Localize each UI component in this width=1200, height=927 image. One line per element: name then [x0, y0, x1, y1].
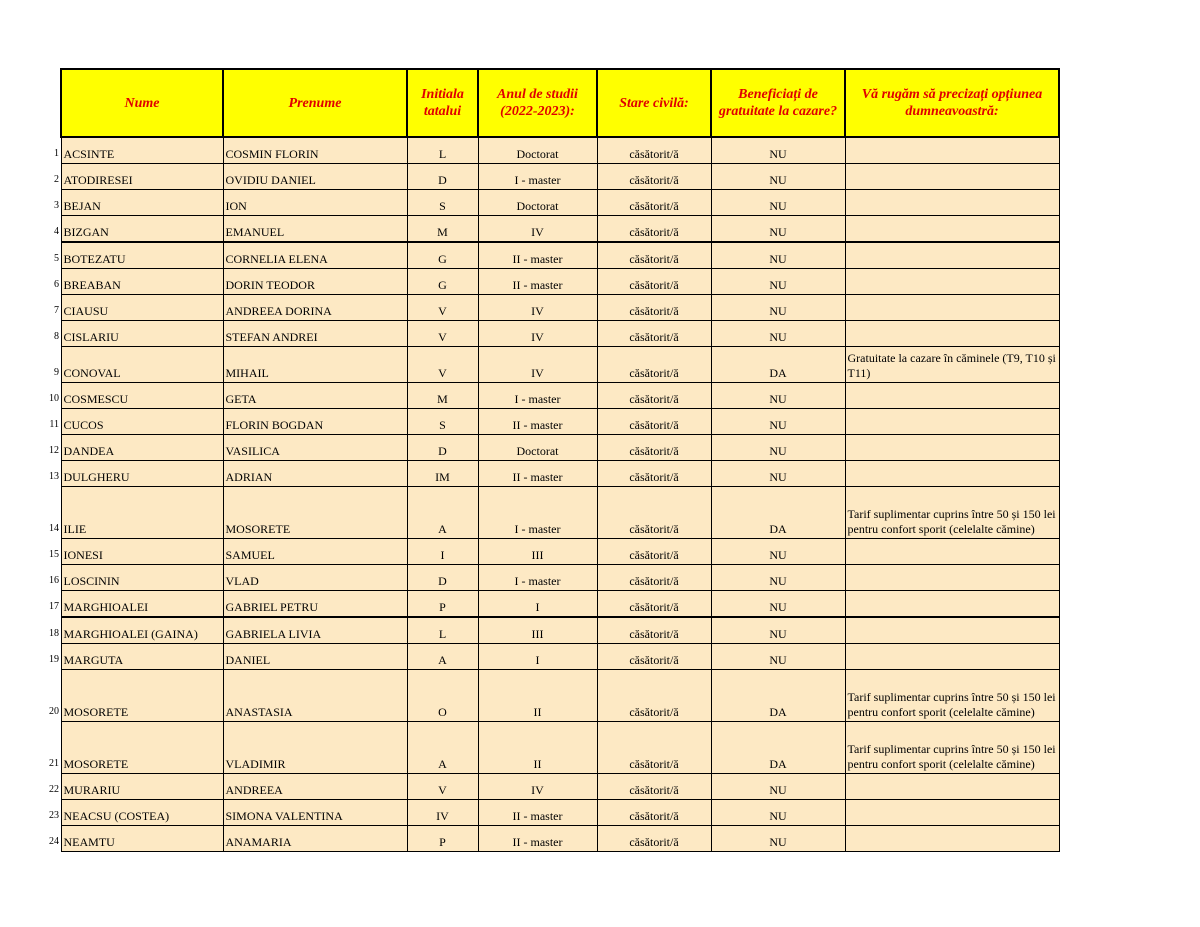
row-number: 9 [54, 366, 59, 378]
table-row [61, 722, 1059, 774]
cell-beneficiati[interactable]: NU [711, 137, 845, 164]
cell-prenume[interactable]: ADRIAN [223, 461, 407, 487]
cell-stare-civila[interactable]: căsătorit/ă [597, 409, 711, 435]
table-row [61, 617, 1059, 644]
table-row [61, 295, 1059, 321]
cell-nume[interactable]: BEJAN [61, 190, 223, 216]
cell-initiala[interactable]: V [407, 321, 478, 347]
table-row [61, 487, 1059, 539]
cell-optiune[interactable] [845, 617, 1059, 644]
cell-prenume[interactable]: SIMONA VALENTINA [223, 800, 407, 826]
row-number: 21 [49, 757, 59, 769]
cell-optiune[interactable] [845, 774, 1059, 800]
cell-optiune[interactable] [845, 321, 1059, 347]
table-row [61, 137, 1059, 164]
cell-an-studii[interactable]: II - master [478, 826, 597, 852]
cell-beneficiati[interactable]: DA [711, 487, 845, 539]
header-prenume: Prenume [223, 69, 407, 137]
cell-initiala[interactable]: D [407, 435, 478, 461]
cell-beneficiati[interactable]: NU [711, 269, 845, 295]
cell-nume[interactable]: MURARIU [61, 774, 223, 800]
row-number: 10 [49, 392, 59, 404]
table-row [61, 190, 1059, 216]
header-initiala: Initiala tatalui [407, 69, 478, 137]
cell-prenume[interactable]: GETA [223, 383, 407, 409]
cell-an-studii[interactable]: I [478, 591, 597, 618]
cell-an-studii[interactable]: II - master [478, 800, 597, 826]
cell-prenume[interactable]: VASILICA [223, 435, 407, 461]
cell-prenume[interactable]: VLAD [223, 565, 407, 591]
row-number: 14 [49, 522, 59, 534]
cell-optiune[interactable]: Tarif suplimentar cuprins între 50 și 150 lei pentru confort sporit (celelalte cămine) [845, 722, 1059, 774]
cell-beneficiati[interactable]: NU [711, 539, 845, 565]
cell-stare-civila[interactable]: căsătorit/ă [597, 670, 711, 722]
cell-stare-civila[interactable]: căsătorit/ă [597, 321, 711, 347]
cell-optiune[interactable] [845, 461, 1059, 487]
cell-optiune[interactable] [845, 216, 1059, 243]
cell-beneficiati[interactable]: NU [711, 409, 845, 435]
cell-optiune[interactable] [845, 644, 1059, 670]
row-number: 23 [49, 809, 59, 821]
cell-optiune[interactable] [845, 591, 1059, 618]
table-row [61, 269, 1059, 295]
row-number: 13 [49, 470, 59, 482]
cell-initiala[interactable]: V [407, 295, 478, 321]
cell-prenume[interactable]: EMANUEL [223, 216, 407, 243]
table-row [61, 565, 1059, 591]
cell-prenume[interactable]: VLADIMIR [223, 722, 407, 774]
cell-an-studii[interactable]: I - master [478, 383, 597, 409]
cell-beneficiati[interactable]: DA [711, 722, 845, 774]
cell-optiune[interactable] [845, 409, 1059, 435]
header-row [61, 69, 1059, 137]
cell-nume[interactable]: NEACSU (COSTEA) [61, 800, 223, 826]
cell-an-studii[interactable]: I - master [478, 565, 597, 591]
cell-nume[interactable]: ACSINTE [61, 137, 223, 164]
cell-beneficiati[interactable]: DA [711, 670, 845, 722]
cell-nume[interactable]: COSMESCU [61, 383, 223, 409]
cell-stare-civila[interactable]: căsătorit/ă [597, 800, 711, 826]
cell-an-studii[interactable]: Doctorat [478, 435, 597, 461]
cell-optiune[interactable] [845, 164, 1059, 190]
cell-beneficiati[interactable]: NU [711, 644, 845, 670]
cell-stare-civila[interactable]: căsătorit/ă [597, 242, 711, 269]
cell-beneficiati[interactable]: NU [711, 565, 845, 591]
cell-initiala[interactable]: L [407, 617, 478, 644]
table-row [61, 347, 1059, 383]
header-nume: Nume [61, 69, 223, 137]
cell-nume[interactable]: BREABAN [61, 269, 223, 295]
row-number: 7 [54, 304, 59, 316]
cell-stare-civila[interactable]: căsătorit/ă [597, 216, 711, 243]
cell-stare-civila[interactable]: căsătorit/ă [597, 565, 711, 591]
cell-initiala[interactable]: A [407, 644, 478, 670]
cell-stare-civila[interactable]: căsătorit/ă [597, 435, 711, 461]
cell-prenume[interactable]: ANASTASIA [223, 670, 407, 722]
cell-nume[interactable]: MOSORETE [61, 670, 223, 722]
cell-prenume[interactable]: GABRIELA LIVIA [223, 617, 407, 644]
cell-an-studii[interactable]: III [478, 617, 597, 644]
cell-initiala[interactable]: I [407, 539, 478, 565]
table-row [61, 164, 1059, 190]
cell-nume[interactable]: IONESI [61, 539, 223, 565]
cell-optiune[interactable] [845, 295, 1059, 321]
cell-an-studii[interactable]: II [478, 722, 597, 774]
cell-nume[interactable]: NEAMTU [61, 826, 223, 852]
cell-initiala[interactable]: IM [407, 461, 478, 487]
table-row [61, 435, 1059, 461]
cell-initiala[interactable]: G [407, 242, 478, 269]
students-table [60, 68, 1060, 852]
cell-optiune[interactable] [845, 435, 1059, 461]
cell-stare-civila[interactable]: căsătorit/ă [597, 164, 711, 190]
cell-nume[interactable]: DULGHERU [61, 461, 223, 487]
row-number: 15 [49, 548, 59, 560]
cell-initiala[interactable]: P [407, 826, 478, 852]
cell-beneficiati[interactable]: NU [711, 617, 845, 644]
row-number: 6 [54, 278, 59, 290]
cell-stare-civila[interactable]: căsătorit/ă [597, 617, 711, 644]
cell-prenume[interactable]: MOSORETE [223, 487, 407, 539]
cell-beneficiati[interactable]: NU [711, 774, 845, 800]
row-number: 19 [49, 653, 59, 665]
cell-nume[interactable]: MARGHIOALEI [61, 591, 223, 618]
cell-an-studii[interactable]: II - master [478, 242, 597, 269]
row-number: 11 [49, 418, 59, 430]
cell-an-studii[interactable]: Doctorat [478, 190, 597, 216]
cell-initiala[interactable]: V [407, 347, 478, 383]
cell-an-studii[interactable]: II [478, 670, 597, 722]
table-row [61, 800, 1059, 826]
cell-optiune[interactable]: Tarif suplimentar cuprins între 50 și 150 lei pentru confort sporit (celelalte cămine) [845, 487, 1059, 539]
cell-stare-civila[interactable]: căsătorit/ă [597, 722, 711, 774]
cell-nume[interactable]: BIZGAN [61, 216, 223, 243]
header-beneficiati: Beneficiați de gratuitate la cazare? [711, 69, 845, 137]
cell-an-studii[interactable]: IV [478, 295, 597, 321]
table-row [61, 216, 1059, 243]
cell-an-studii[interactable]: IV [478, 216, 597, 243]
cell-beneficiati[interactable]: DA [711, 347, 845, 383]
row-number: 4 [54, 226, 59, 237]
row-number: 12 [49, 444, 59, 456]
cell-stare-civila[interactable]: căsătorit/ă [597, 826, 711, 852]
cell-prenume[interactable]: GABRIEL PETRU [223, 591, 407, 618]
cell-initiala[interactable]: S [407, 409, 478, 435]
row-number: 18 [49, 627, 59, 639]
cell-optiune[interactable] [845, 800, 1059, 826]
header-stare-civila: Stare civilă: [597, 69, 711, 137]
cell-stare-civila[interactable]: căsătorit/ă [597, 383, 711, 409]
cell-optiune[interactable] [845, 565, 1059, 591]
cell-prenume[interactable]: ANDREEA [223, 774, 407, 800]
cell-beneficiati[interactable]: NU [711, 461, 845, 487]
cell-beneficiati[interactable]: NU [711, 295, 845, 321]
cell-stare-civila[interactable]: căsătorit/ă [597, 539, 711, 565]
cell-prenume[interactable]: COSMIN FLORIN [223, 137, 407, 164]
cell-initiala[interactable]: O [407, 670, 478, 722]
row-number: 22 [49, 783, 59, 795]
row-number: 5 [54, 252, 59, 264]
cell-stare-civila[interactable]: căsătorit/ă [597, 269, 711, 295]
cell-an-studii[interactable]: II - master [478, 269, 597, 295]
cell-initiala[interactable]: M [407, 216, 478, 243]
cell-an-studii[interactable]: Doctorat [478, 137, 597, 164]
cell-stare-civila[interactable]: căsătorit/ă [597, 774, 711, 800]
cell-prenume[interactable]: DORIN TEODOR [223, 269, 407, 295]
cell-optiune[interactable] [845, 242, 1059, 269]
cell-nume[interactable]: ILIE [61, 487, 223, 539]
cell-an-studii[interactable]: I - master [478, 164, 597, 190]
table-row [61, 242, 1059, 269]
cell-optiune[interactable] [845, 826, 1059, 852]
row-number: 16 [49, 574, 59, 586]
cell-initiala[interactable]: S [407, 190, 478, 216]
cell-nume[interactable]: CIAUSU [61, 295, 223, 321]
cell-nume[interactable]: LOSCININ [61, 565, 223, 591]
cell-beneficiati[interactable]: NU [711, 591, 845, 618]
cell-optiune[interactable] [845, 190, 1059, 216]
cell-an-studii[interactable]: II - master [478, 409, 597, 435]
cell-prenume[interactable]: SAMUEL [223, 539, 407, 565]
cell-initiala[interactable]: A [407, 487, 478, 539]
table-row [61, 321, 1059, 347]
row-number: 17 [49, 601, 59, 612]
cell-stare-civila[interactable]: căsătorit/ă [597, 591, 711, 618]
cell-stare-civila[interactable]: căsătorit/ă [597, 137, 711, 164]
cell-optiune[interactable]: Tarif suplimentar cuprins între 50 și 150 lei pentru confort sporit (celelalte cămine) [845, 670, 1059, 722]
cell-an-studii[interactable]: IV [478, 774, 597, 800]
cell-nume[interactable]: ATODIRESEI [61, 164, 223, 190]
cell-an-studii[interactable]: III [478, 539, 597, 565]
cell-initiala[interactable]: V [407, 774, 478, 800]
cell-nume[interactable]: DANDEA [61, 435, 223, 461]
cell-initiala[interactable]: P [407, 591, 478, 618]
cell-nume[interactable]: BOTEZATU [61, 242, 223, 269]
cell-beneficiati[interactable]: NU [711, 435, 845, 461]
table-row [61, 826, 1059, 852]
cell-prenume[interactable]: ANDREEA DORINA [223, 295, 407, 321]
table-row [61, 670, 1059, 722]
table-row [61, 539, 1059, 565]
cell-beneficiati[interactable]: NU [711, 826, 845, 852]
cell-optiune[interactable] [845, 539, 1059, 565]
cell-beneficiati[interactable]: NU [711, 383, 845, 409]
cell-an-studii[interactable]: IV [478, 321, 597, 347]
cell-stare-civila[interactable]: căsătorit/ă [597, 487, 711, 539]
cell-nume[interactable]: MARGHIOALEI (GAINA) [61, 617, 223, 644]
cell-nume[interactable]: CUCOS [61, 409, 223, 435]
cell-initiala[interactable]: D [407, 565, 478, 591]
cell-prenume[interactable]: MIHAIL [223, 347, 407, 383]
cell-optiune[interactable] [845, 137, 1059, 164]
cell-stare-civila[interactable]: căsătorit/ă [597, 295, 711, 321]
cell-an-studii[interactable]: II - master [478, 461, 597, 487]
cell-stare-civila[interactable]: căsătorit/ă [597, 347, 711, 383]
cell-prenume[interactable]: FLORIN BOGDAN [223, 409, 407, 435]
cell-initiala[interactable]: G [407, 269, 478, 295]
table-row [61, 774, 1059, 800]
cell-optiune[interactable] [845, 383, 1059, 409]
table-body [61, 137, 1059, 852]
cell-initiala[interactable]: A [407, 722, 478, 774]
cell-prenume[interactable]: CORNELIA ELENA [223, 242, 407, 269]
header-optiune: Vă rugăm să precizați opțiunea dumneavoastră: [845, 69, 1059, 137]
cell-beneficiati[interactable]: NU [711, 800, 845, 826]
cell-beneficiati[interactable]: NU [711, 242, 845, 269]
cell-optiune[interactable]: Gratuitate la cazare în căminele (T9, T10 și T11) [845, 347, 1059, 383]
header-an-studii: Anul de studii (2022-2023): [478, 69, 597, 137]
cell-stare-civila[interactable]: căsătorit/ă [597, 461, 711, 487]
cell-nume[interactable]: MARGUTA [61, 644, 223, 670]
cell-prenume[interactable]: ION [223, 190, 407, 216]
cell-prenume[interactable]: OVIDIU DANIEL [223, 164, 407, 190]
cell-initiala[interactable]: D [407, 164, 478, 190]
cell-prenume[interactable]: ANAMARIA [223, 826, 407, 852]
table-row [61, 409, 1059, 435]
table-row [61, 461, 1059, 487]
row-number: 2 [54, 173, 59, 185]
cell-beneficiati[interactable]: NU [711, 321, 845, 347]
row-number: 3 [54, 199, 59, 211]
cell-beneficiati[interactable]: NU [711, 164, 845, 190]
cell-prenume[interactable]: DANIEL [223, 644, 407, 670]
cell-an-studii[interactable]: I - master [478, 487, 597, 539]
cell-beneficiati[interactable]: NU [711, 190, 845, 216]
table-row [61, 591, 1059, 618]
cell-initiala[interactable]: M [407, 383, 478, 409]
table-row [61, 644, 1059, 670]
cell-beneficiati[interactable]: NU [711, 216, 845, 243]
cell-prenume[interactable]: STEFAN ANDREI [223, 321, 407, 347]
row-number: 8 [54, 330, 59, 342]
cell-an-studii[interactable]: IV [478, 347, 597, 383]
cell-nume[interactable]: MOSORETE [61, 722, 223, 774]
cell-stare-civila[interactable]: căsătorit/ă [597, 644, 711, 670]
cell-initiala[interactable]: IV [407, 800, 478, 826]
cell-nume[interactable]: CISLARIU [61, 321, 223, 347]
cell-initiala[interactable]: L [407, 137, 478, 164]
cell-stare-civila[interactable]: căsătorit/ă [597, 190, 711, 216]
cell-optiune[interactable] [845, 269, 1059, 295]
row-number: 1 [54, 147, 59, 159]
cell-an-studii[interactable]: I [478, 644, 597, 670]
cell-nume[interactable]: CONOVAL [61, 347, 223, 383]
row-number: 24 [49, 835, 59, 847]
table-row [61, 383, 1059, 409]
row-number: 20 [49, 705, 59, 717]
